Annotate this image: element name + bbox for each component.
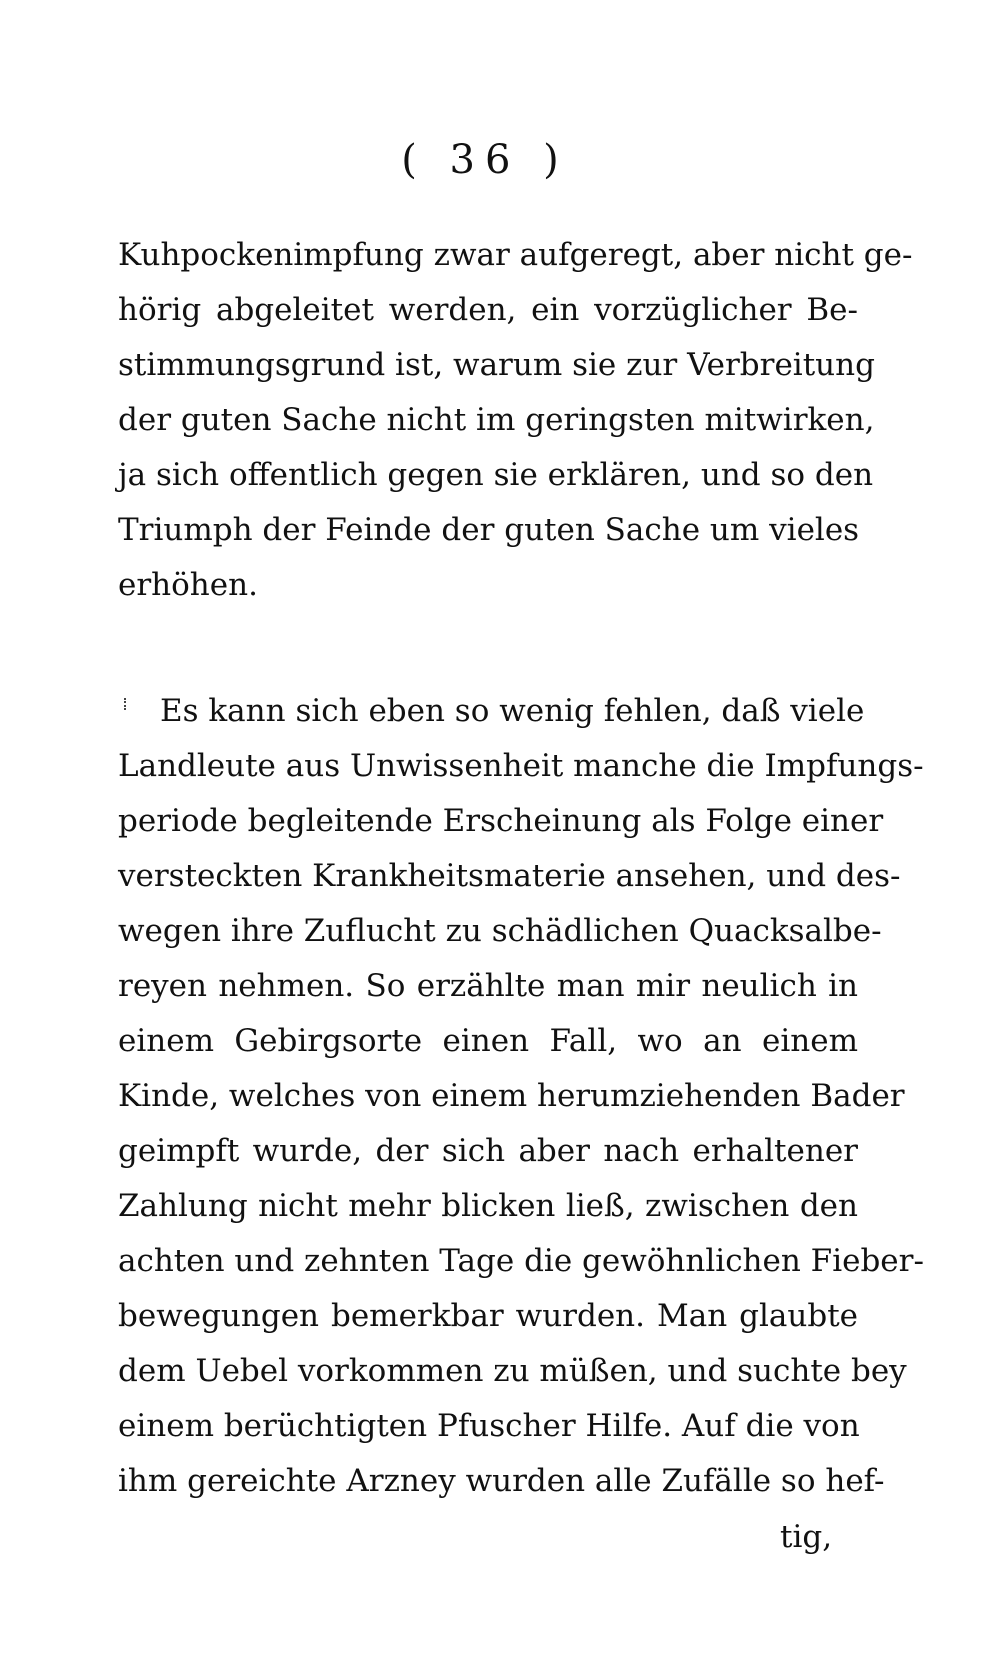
text-line: bewegungen bemerkbar wurden. Man glaubte [118,1298,858,1334]
paragraph-continued [118,228,913,613]
text-line: achten und zehnten Tage die gewöhnlichen Fieber- [118,1243,924,1279]
text-line: Kinde, welches von einem herumziehenden Bader [118,1078,905,1114]
text-line: Triumph der Feinde der guten Sache um vieles [118,512,860,548]
text-line: einem berüchtigten Pfuscher Hilfe. Auf die von [118,1408,860,1444]
text-line: der guten Sache nicht im geringsten mitwirken, [118,402,875,438]
text-line: einem Gebirgsorte einen Fall, wo an einem [118,1023,858,1059]
page-number: ( 36 ) [401,137,569,183]
paragraph-new [118,684,924,1509]
text-line: Landleute aus Unwissenheit manche die Impfungs- [118,748,924,784]
text-line: geimpft wurde, der sich aber nach erhaltener [118,1133,858,1169]
text-line: ihm gereichte Arzney wurden alle Zufälle so hef- [118,1463,885,1499]
text-line: Kuhpockenimpfung zwar aufgeregt, aber nicht ge- [118,237,913,273]
text-line: wegen ihre Zuflucht zu schädlichen Quacksalbe- [118,913,882,949]
catchword: tig, [780,1519,833,1555]
text-line: erhöhen. [118,567,258,603]
text-line: periode begleitende Erscheinung als Folge einer [118,803,884,839]
text-line: Es kann sich eben so wenig fehlen, daß viele [160,693,865,729]
text-line: reyen nehmen. So erzählte man mir neulich in [118,968,858,1004]
text-line: versteckten Krankheitsmaterie ansehen, und des- [118,858,901,894]
text-line: hörig abgeleitet werden, ein vorzüglicher Be- [118,292,858,328]
text-line: dem Uebel vorkommen zu müßen, und suchte bey [118,1353,907,1389]
text-line: stimmungsgrund ist, warum sie zur Verbreitung [118,347,875,383]
text-line: ja sich offentlich gegen sie erklären, und so den [118,457,874,493]
text-line: Zahlung nicht mehr blicken ließ, zwischen den [118,1188,858,1224]
